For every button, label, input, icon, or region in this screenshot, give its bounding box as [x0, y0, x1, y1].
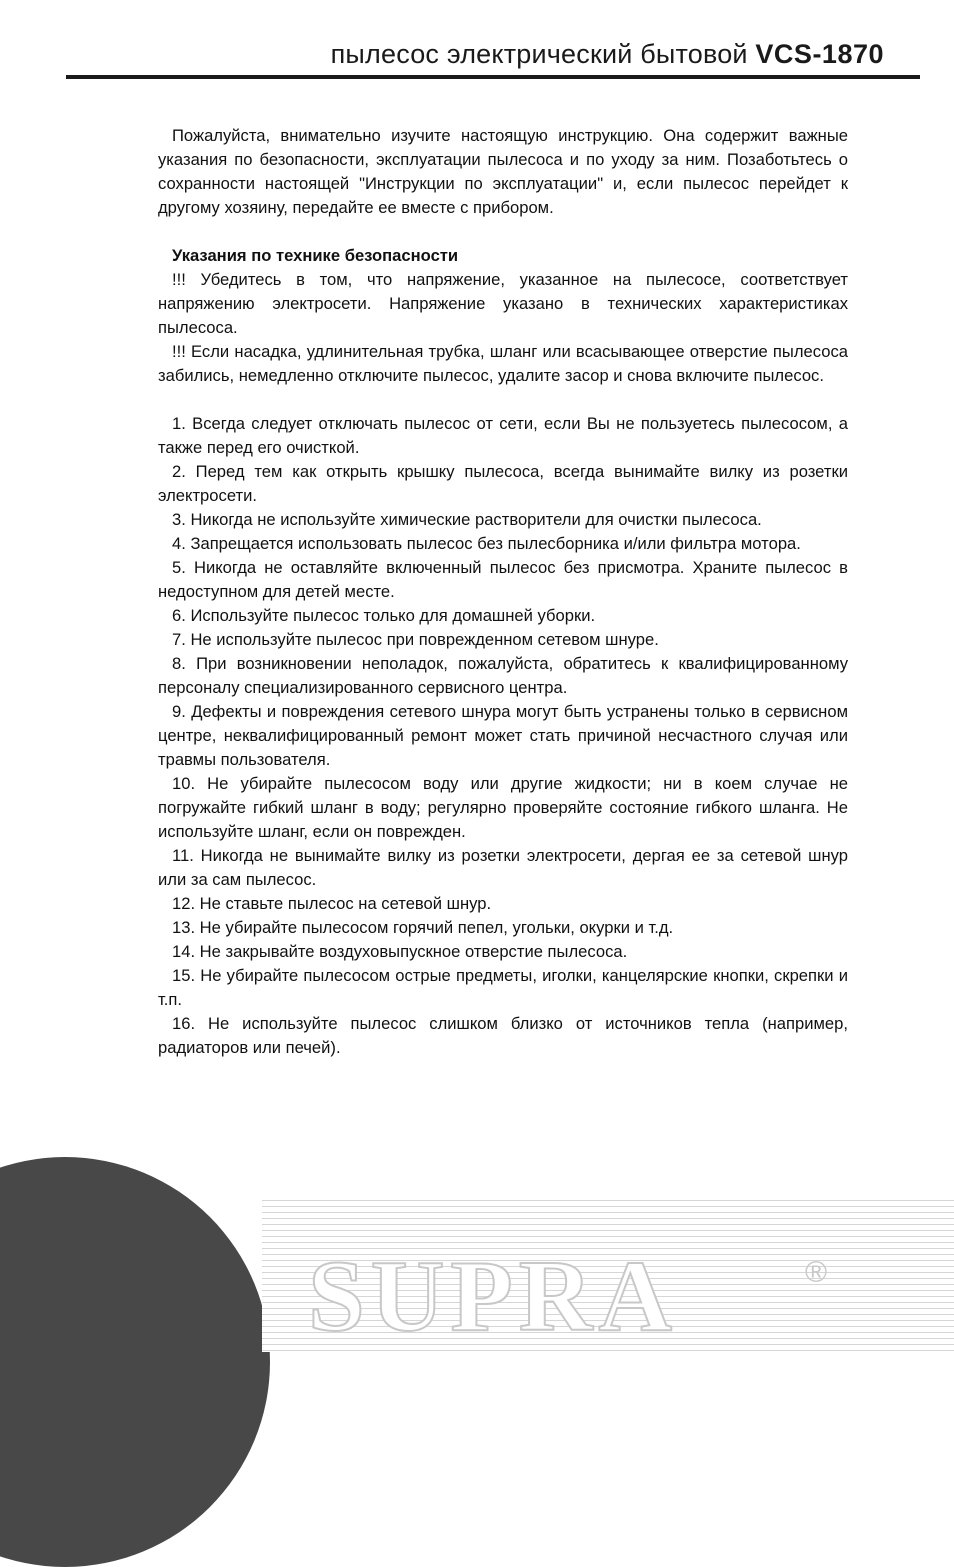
safety-item: 11. Никогда не вынимайте вилку из розетки электросети, дергая ее за сетевой шнур или за сам пылесос.: [158, 846, 848, 889]
header-model: VCS-1870: [755, 39, 884, 69]
safety-item: 8. При возникновении неполадок, пожалуйста, обратитесь к квалифицированному персоналу специализированного сервисного центра.: [158, 654, 848, 697]
safety-title: Указания по технике безопасности: [172, 246, 459, 265]
safety-item: 6. Используйте пылесос только для домашней уборки.: [172, 606, 596, 625]
supra-logo: [300, 1248, 860, 1338]
decorative-circle: [0, 1157, 270, 1567]
safety-item: 12. Не ставьте пылесос на сетевой шнур.: [172, 894, 492, 913]
safety-item: 3. Никогда не используйте химические растворители для очистки пылесоса.: [172, 510, 762, 529]
safety-item: 15. Не убирайте пылесосом острые предметы, иголки, канцелярские кнопки, скрепки и т.п.: [158, 966, 848, 1009]
main-content: [158, 124, 848, 1060]
safety-item: 14. Не закрывайте воздуховыпускное отверстие пылесоса.: [172, 942, 628, 961]
safety-item: 4. Запрещается использовать пылесос без пылесборника и/или фильтра мотора.: [172, 534, 801, 553]
intro-paragraph: Пожалуйста, внимательно изучите настоящую инструкцию. Она содержит важные указания по безопасности, эксплуатации пылесоса и по уходу за ним. Позаботьтесь о сохранности настоящей "Инструкции по эксплуатации" и, если пылесос перейдет к другому хозяину, передайте ее вместе с прибором.: [158, 126, 848, 217]
spacer: [158, 220, 848, 244]
safety-item: 10. Не убирайте пылесосом воду или другие жидкости; ни в коем случае не погружайте гибкий шланг в воду; регулярно проверяйте состояние гибкого шланга. Не используйте шланг, если он поврежден.: [158, 774, 848, 841]
header-rule: [66, 75, 920, 79]
warning-2: !!! Если насадка, удлинительная трубка, шланг или всасывающее отверстие пылесоса забились, немедленно отключите пылесос, удалите засор и снова включите пылесос.: [158, 342, 848, 385]
page-header: [0, 36, 884, 72]
spacer: [158, 388, 848, 412]
safety-item: 2. Перед тем как открыть крышку пылесоса, всегда вынимайте вилку из розетки электросети.: [158, 462, 848, 505]
safety-item: 13. Не убирайте пылесосом горячий пепел, угольки, окурки и т.д.: [172, 918, 674, 937]
header-title: пылесос электрический бытовой: [330, 39, 748, 69]
safety-item: 16. Не используйте пылесос слишком близко от источников тепла (например, радиаторов или печей).: [158, 1014, 848, 1057]
safety-item: 5. Никогда не оставляйте включенный пылесос без присмотра. Храните пылесос в недоступном для детей месте.: [158, 558, 848, 601]
safety-items-list: [158, 412, 848, 1060]
registered-mark: ®: [805, 1256, 828, 1289]
warning-1: !!! Убедитесь в том, что напряжение, указанное на пылесосе, соответствует напряжению электросети. Напряжение указано в технических характеристиках пылесоса.: [158, 270, 848, 337]
logo-text: SUPRA: [308, 1248, 679, 1338]
intro-section: [158, 124, 848, 220]
safety-item: 7. Не используйте пылесос при поврежденном сетевом шнуре.: [172, 630, 659, 649]
safety-item: 1. Всегда следует отключать пылесос от сети, если Вы не пользуетесь пылесосом, а также перед его очисткой.: [158, 414, 848, 457]
safety-item: 9. Дефекты и повреждения сетевого шнура могут быть устранены только в сервисном центре, неквалифицированный ремонт может стать причиной несчастного случая или травмы пользователя.: [158, 702, 848, 769]
